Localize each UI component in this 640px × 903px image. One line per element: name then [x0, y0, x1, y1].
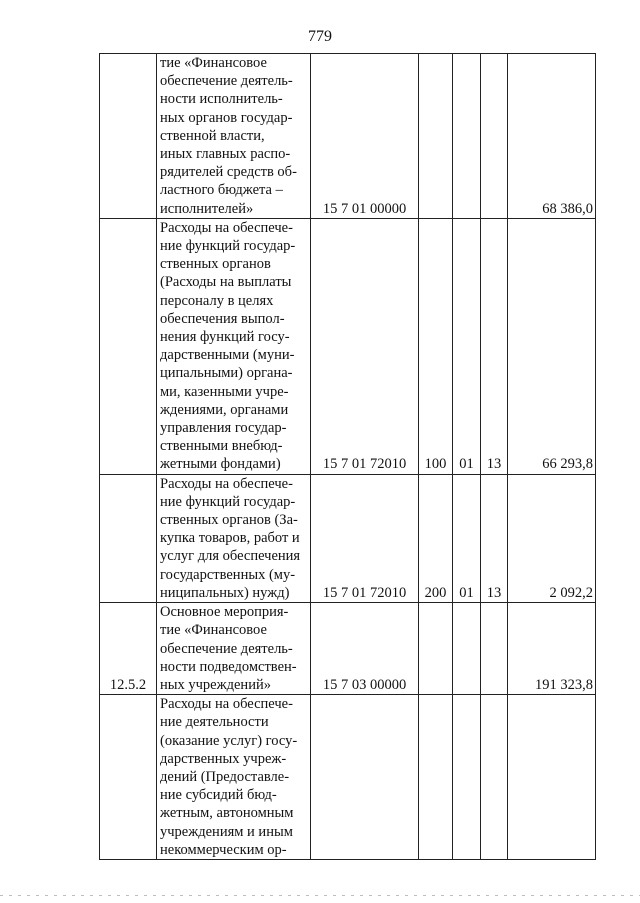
- row-number-cell: [100, 54, 157, 219]
- item-name-line: рядителей средств об-: [160, 164, 297, 181]
- item-name-line: Основное мероприя-: [160, 604, 289, 621]
- item-name-line: государственных (му-: [160, 566, 296, 583]
- table-body: [100, 54, 596, 860]
- item-name-line: ственных органов (За-: [160, 512, 298, 529]
- item-name-line: дений (Предоставле-: [160, 768, 290, 785]
- amount-cell: [508, 695, 596, 860]
- item-name-line: Расходы на обеспече-: [160, 696, 293, 713]
- target-article-code-cell: 15 7 01 00000: [311, 54, 419, 219]
- item-name-line: (оказание услуг) госу-: [160, 732, 298, 749]
- item-name-line: управления государ-: [160, 420, 287, 437]
- row-number-cell: [100, 695, 157, 860]
- section-cell: [453, 695, 481, 860]
- item-name-line: услуг для обеспечения: [160, 548, 301, 565]
- item-name-line: учреждениям и иным: [160, 823, 293, 840]
- item-name-line: жетным, автономным: [160, 805, 294, 822]
- table-row: [100, 603, 596, 695]
- page-number: 779: [308, 28, 332, 45]
- subsection-cell: [481, 603, 508, 695]
- expense-type-cell: [419, 603, 453, 695]
- item-name-line: нения функций госу-: [160, 329, 290, 346]
- amount-cell: 2 092,2: [508, 474, 596, 602]
- expense-type-cell: 100: [419, 218, 453, 474]
- section-cell: 01: [453, 218, 481, 474]
- section-cell: 01: [453, 474, 481, 602]
- item-name-line: (Расходы на выплаты: [160, 274, 292, 291]
- amount-cell: 191 323,8: [508, 603, 596, 695]
- item-name-line: тие «Финансовое: [160, 622, 267, 639]
- item-name-line: ных учреждений»: [160, 676, 271, 693]
- item-name-line: жетными фондами): [160, 456, 281, 473]
- item-name-cell: [157, 54, 311, 219]
- item-name-line: Расходы на обеспече-: [160, 219, 293, 236]
- subsection-cell: [481, 695, 508, 860]
- item-name-line: ластного бюджета –: [160, 182, 283, 199]
- item-name-line: обеспечение деятель-: [160, 640, 293, 657]
- item-name-cell: [157, 603, 311, 695]
- target-article-code-cell: 15 7 03 00000: [311, 603, 419, 695]
- item-name-line: ниципальных) нужд): [160, 584, 290, 601]
- item-name-line: персоналу в целях: [160, 292, 274, 309]
- item-name-line: иных главных распо-: [160, 146, 291, 163]
- table-row: [100, 54, 596, 219]
- item-name-line: ние функций государ-: [160, 238, 296, 255]
- budget-table: [99, 53, 596, 860]
- section-cell: [453, 603, 481, 695]
- subsection-cell: 13: [481, 218, 508, 474]
- item-name-line: ждениями, органами: [160, 401, 289, 418]
- target-article-code-cell: 15 7 01 72010: [311, 218, 419, 474]
- row-number-cell: [100, 474, 157, 602]
- item-name-cell: [157, 218, 311, 474]
- item-name-line: тие «Финансовое: [160, 55, 267, 71]
- table-row: [100, 695, 596, 860]
- item-name-line: дарственными (муни-: [160, 347, 295, 364]
- item-name-line: ственных органов: [160, 256, 271, 273]
- item-name-line: некоммерческим ор-: [160, 841, 287, 858]
- table-row: [100, 474, 596, 602]
- expense-type-cell: 200: [419, 474, 453, 602]
- amount-cell: 66 293,8: [508, 218, 596, 474]
- item-name-line: Расходы на обеспече-: [160, 475, 293, 492]
- subsection-cell: 13: [481, 474, 508, 602]
- item-name-line: ных органов государ-: [160, 109, 293, 126]
- item-name-line: ние деятельности: [160, 714, 269, 731]
- item-name-line: купка товаров, работ и: [160, 530, 300, 547]
- item-name-line: ности подведомствен-: [160, 658, 297, 675]
- item-name-line: ципальными) органа-: [160, 365, 293, 382]
- row-number-cell: [100, 218, 157, 474]
- item-name-line: дарственных учреж-: [160, 750, 287, 767]
- expense-type-cell: [419, 695, 453, 860]
- item-name-line: обеспечения выпол-: [160, 310, 285, 327]
- row-number-cell: 12.5.2: [100, 603, 157, 695]
- amount-cell: 68 386,0: [508, 54, 596, 219]
- item-name-line: обеспечение деятель-: [160, 73, 293, 90]
- item-name-line: ности исполнитель-: [160, 91, 283, 108]
- section-cell: [453, 54, 481, 219]
- expense-type-cell: [419, 54, 453, 219]
- target-article-code-cell: [311, 695, 419, 860]
- target-article-code-cell: 15 7 01 72010: [311, 474, 419, 602]
- item-name-line: ние субсидий бюд-: [160, 787, 277, 804]
- item-name-line: ние функций государ-: [160, 493, 296, 510]
- subsection-cell: [481, 54, 508, 219]
- item-name-line: ми, казенными учре-: [160, 383, 289, 400]
- item-name-cell: [157, 695, 311, 860]
- item-name-cell: [157, 474, 311, 602]
- item-name-line: ственной власти,: [160, 127, 265, 144]
- table-row: [100, 218, 596, 474]
- scan-edge-marks: [0, 895, 640, 896]
- item-name-line: ственными внебюд-: [160, 438, 283, 455]
- item-name-line: исполнителей»: [160, 200, 254, 217]
